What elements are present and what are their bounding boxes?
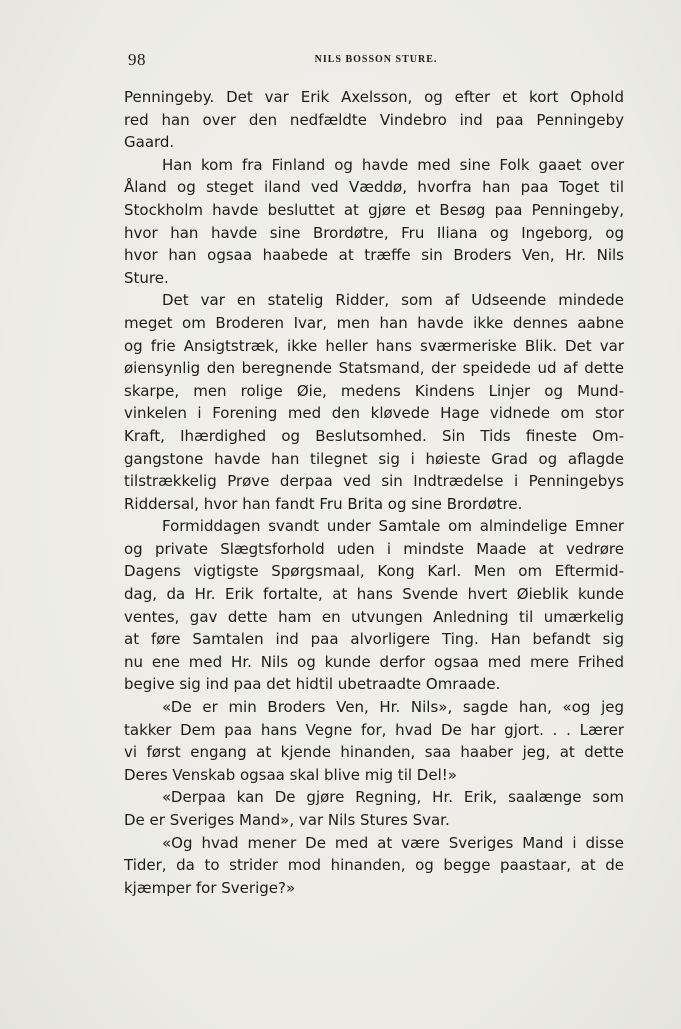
text-line: Sture. bbox=[124, 268, 169, 287]
text-line: Kraft, Ihærdighed og Beslutsomhed. Sin Tids fineste Om- bbox=[124, 426, 624, 445]
text-line: kjæmper for Sverige?» bbox=[124, 878, 296, 897]
text-line: skarpe, men rolige Øie, medens Kindens Linjer og Mund- bbox=[124, 381, 624, 400]
text-line: at føre Samtalen ind paa alvorligere Ting. Han befandt sig bbox=[124, 630, 624, 649]
text-line: De er Sveriges Mand», var Nils Stures Svar. bbox=[124, 811, 450, 829]
text-line: Det var en statelig Ridder, som af Udseende mindede bbox=[162, 291, 624, 310]
text-line: Åland og steget iland ved Væddø, hvorfra han paa Toget til bbox=[124, 178, 624, 197]
text-line: gangstone havde han tilegnet sig i høieste Grad og aflagde bbox=[124, 449, 624, 468]
text-line: Gaard. bbox=[124, 133, 175, 152]
running-head: NILS BOSSON STURE. bbox=[314, 54, 438, 65]
page-number: 98 bbox=[128, 50, 146, 69]
text-line: Stockholm havde besluttet at gjøre et Besøg paa Penningeby, bbox=[124, 200, 624, 219]
text-line: «Og hvad mener De med at være Sveriges Mand i disse bbox=[162, 833, 624, 852]
body-text bbox=[124, 86, 624, 899]
text-line: Han kom fra Finland og havde med sine Folk gaaet over bbox=[162, 155, 624, 174]
text-line: Penningeby. Det var Erik Axelsson, og efter et kort Ophold bbox=[124, 88, 624, 106]
text-line: red han over den nedfældte Vindebro ind paa Penningeby bbox=[124, 110, 624, 129]
text-line: vi først engang at kjende hinanden, saa haaber jeg, at dette bbox=[124, 743, 624, 762]
text-line: Riddersal, hvor han fandt Fru Brita og sine Brordøtre. bbox=[124, 494, 523, 513]
text-line: ventes, gav dette ham en utvungen Anledning til umærkelig bbox=[124, 607, 624, 626]
text-line: tilstrækkelig Prøve derpaa ved sin Indtrædelse i Penningebys bbox=[124, 472, 624, 491]
text-line: begive sig ind paa det hidtil ubetraadte Omraade. bbox=[124, 675, 501, 694]
text-line: Tider, da to strider mod hinanden, og begge paastaar, at de bbox=[124, 856, 624, 875]
text-line: Deres Venskab ogsaa skal blive mig til Del!» bbox=[124, 765, 457, 784]
text-line: nu ene med Hr. Nils og kunde derfor ogsaa med mere Frihed bbox=[124, 652, 624, 671]
text-line: Formiddagen svandt under Samtale om almindelige Emner bbox=[162, 517, 624, 536]
text-line: vinkelen i Forening med den kløvede Hage vidnede om stor bbox=[124, 404, 624, 423]
text-line: Dagens vigtigste Spørgsmaal, Kong Karl. Men om Eftermid- bbox=[124, 562, 624, 581]
text-line: «De er min Broders Ven, Hr. Nils», sagde han, «og jeg bbox=[162, 698, 624, 717]
text-line: øiensynlig den beregnende Statsmand, der speidede ud af dette bbox=[124, 359, 624, 378]
text-line: «Derpaa kan De gjøre Regning, Hr. Erik, saalænge som bbox=[162, 788, 624, 807]
text-line: og private Slægtsforhold uden i mindste Maade at vedrøre bbox=[124, 539, 624, 558]
text-line: takker Dem paa hans Vegne for, hvad De har gjort. . . Lærer bbox=[124, 720, 624, 739]
text-line: meget om Broderen Ivar, men han havde ikke dennes aabne bbox=[124, 313, 624, 332]
text-line: hvor han havde sine Brordøtre, Fru Iliana og Ingeborg, og bbox=[124, 223, 624, 242]
text-line: og frie Ansigtstræk, ikke heller hans sværmeriske Blik. Det var bbox=[124, 336, 624, 355]
text-line: hvor han ogsaa haabede at træffe sin Broders Ven, Hr. Nils bbox=[124, 246, 624, 265]
text-line: dag, da Hr. Erik fortalte, at hans Svende hvert Øieblik kunde bbox=[124, 585, 624, 604]
